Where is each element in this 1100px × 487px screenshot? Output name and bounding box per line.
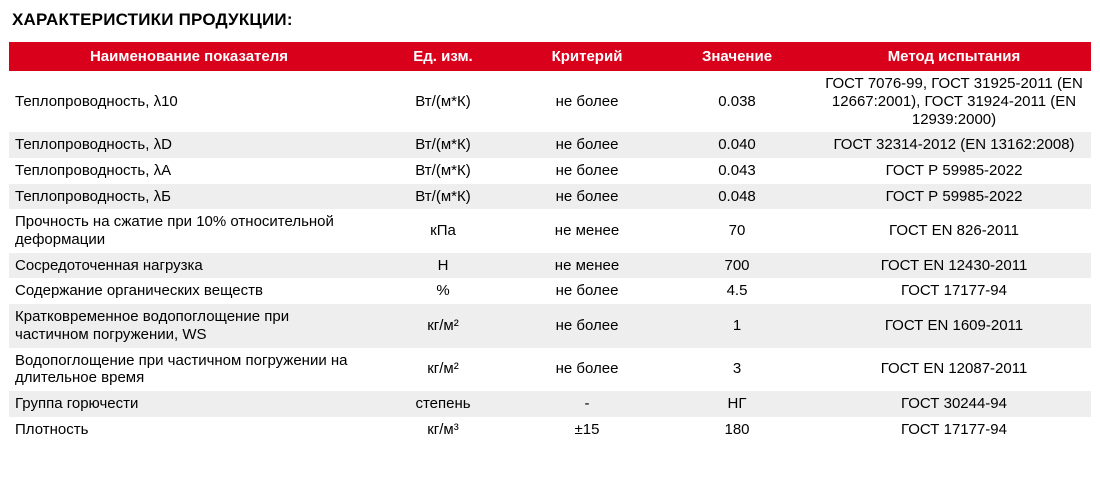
cell-value: 700 xyxy=(657,253,817,279)
cell-criterion: не менее xyxy=(517,209,657,252)
table-row xyxy=(9,132,1091,158)
cell-value: 0.038 xyxy=(657,71,817,132)
table-body xyxy=(9,71,1091,442)
cell-criterion: не менее xyxy=(517,253,657,279)
cell-value: 3 xyxy=(657,348,817,391)
cell-criterion: ±15 xyxy=(517,417,657,443)
cell-unit: кПа xyxy=(369,209,517,252)
table-header-row xyxy=(9,42,1091,71)
table-row xyxy=(9,278,1091,304)
cell-method: ГОСТ 17177-94 xyxy=(817,278,1091,304)
cell-unit: кг/м² xyxy=(369,304,517,347)
column-header-criterion: Критерий xyxy=(517,42,657,71)
cell-name: Теплопроводность, λ10 xyxy=(9,71,369,132)
cell-method: ГОСТ 17177-94 xyxy=(817,417,1091,443)
cell-unit: степень xyxy=(369,391,517,417)
cell-value: 0.040 xyxy=(657,132,817,158)
table-row xyxy=(9,209,1091,252)
cell-name: Сосредоточенная нагрузка xyxy=(9,253,369,279)
cell-name: Прочность на сжатие при 10% относительной деформации xyxy=(9,209,369,252)
cell-value: НГ xyxy=(657,391,817,417)
cell-value: 1 xyxy=(657,304,817,347)
cell-criterion: - xyxy=(517,391,657,417)
cell-criterion: не более xyxy=(517,132,657,158)
cell-name: Кратковременное водопоглощение при частичном погружении, WS xyxy=(9,304,369,347)
cell-criterion: не более xyxy=(517,71,657,132)
cell-unit: Вт/(м*К) xyxy=(369,158,517,184)
cell-unit: кг/м³ xyxy=(369,417,517,443)
cell-method: ГОСТ EN 12430-2011 xyxy=(817,253,1091,279)
cell-name: Теплопроводность, λD xyxy=(9,132,369,158)
cell-method: ГОСТ 32314-2012 (EN 13162:2008) xyxy=(817,132,1091,158)
cell-name: Плотность xyxy=(9,417,369,443)
column-header-unit: Ед. изм. xyxy=(369,42,517,71)
cell-method: ГОСТ EN 1609-2011 xyxy=(817,304,1091,347)
cell-value: 70 xyxy=(657,209,817,252)
table-row xyxy=(9,71,1091,132)
cell-name: Группа горючести xyxy=(9,391,369,417)
table-row xyxy=(9,184,1091,210)
cell-value: 180 xyxy=(657,417,817,443)
column-header-value: Значение xyxy=(657,42,817,71)
cell-value: 4.5 xyxy=(657,278,817,304)
table-row xyxy=(9,348,1091,391)
cell-name: Содержание органических веществ xyxy=(9,278,369,304)
table-row xyxy=(9,158,1091,184)
cell-name: Теплопроводность, λБ xyxy=(9,184,369,210)
column-header-method: Метод испытания xyxy=(817,42,1091,71)
cell-method: ГОСТ EN 12087-2011 xyxy=(817,348,1091,391)
cell-unit: % xyxy=(369,278,517,304)
cell-method: ГОСТ 7076-99, ГОСТ 31925-2011 (EN 12667:2001), ГОСТ 31924-2011 (EN 12939:2000) xyxy=(817,71,1091,132)
table-row xyxy=(9,304,1091,347)
column-header-name: Наименование показателя xyxy=(9,42,369,71)
table-row xyxy=(9,417,1091,443)
cell-method: ГОСТ Р 59985-2022 xyxy=(817,184,1091,210)
cell-value: 0.048 xyxy=(657,184,817,210)
cell-method: ГОСТ 30244-94 xyxy=(817,391,1091,417)
table-row xyxy=(9,391,1091,417)
cell-criterion: не более xyxy=(517,278,657,304)
product-characteristics-table xyxy=(9,42,1091,442)
cell-unit: Вт/(м*К) xyxy=(369,132,517,158)
table-header xyxy=(9,42,1091,71)
cell-method: ГОСТ Р 59985-2022 xyxy=(817,158,1091,184)
cell-unit: Н xyxy=(369,253,517,279)
cell-name: Водопоглощение при частичном погружении на длительное время xyxy=(9,348,369,391)
page-title: ХАРАКТЕРИСТИКИ ПРОДУКЦИИ: xyxy=(12,10,293,29)
cell-method: ГОСТ EN 826-2011 xyxy=(817,209,1091,252)
cell-unit: Вт/(м*К) xyxy=(369,184,517,210)
cell-criterion: не более xyxy=(517,304,657,347)
cell-value: 0.043 xyxy=(657,158,817,184)
cell-unit: кг/м² xyxy=(369,348,517,391)
cell-criterion: не более xyxy=(517,348,657,391)
cell-criterion: не более xyxy=(517,184,657,210)
cell-unit: Вт/(м*К) xyxy=(369,71,517,132)
table-row xyxy=(9,253,1091,279)
cell-name: Теплопроводность, λА xyxy=(9,158,369,184)
cell-criterion: не более xyxy=(517,158,657,184)
